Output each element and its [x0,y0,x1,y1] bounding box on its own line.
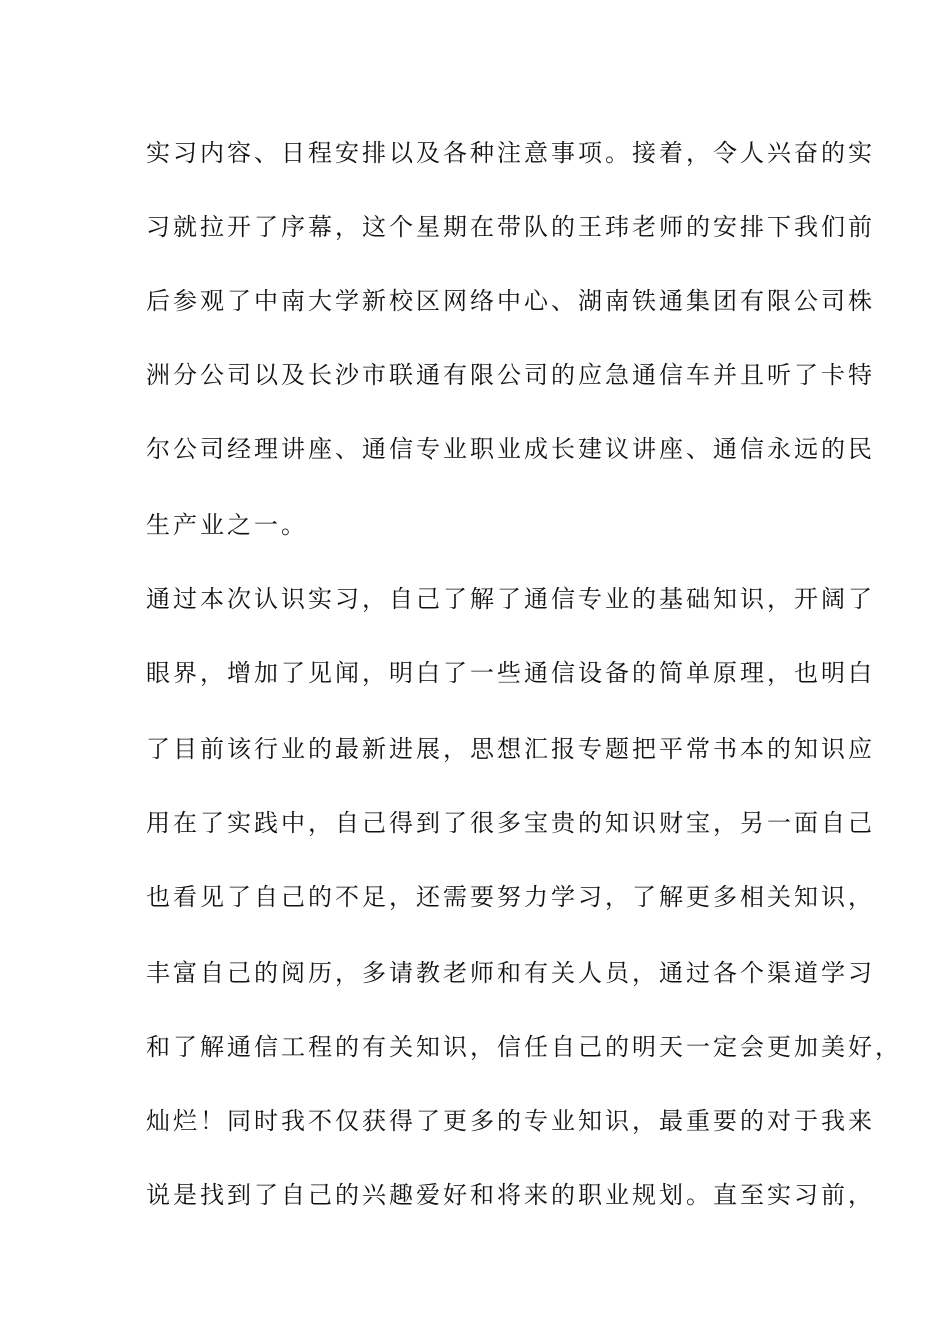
text-line: 了目前该行业的最新进展，思想汇报专题把平常书本的知识应 [146,735,875,763]
text-line: 尔公司经理讲座、通信专业职业成长建议讲座、通信永远的民 [146,435,875,463]
text-line: 和了解通信工程的有关知识，信任自己的明天一定会更加美好， [146,1033,902,1061]
text-line: 洲分公司以及长沙市联通有限公司的应急通信车并且听了卡特 [146,361,875,389]
text-line: 通过本次认识实习，自己了解了通信专业的基础知识，开阔了 [146,585,875,613]
text-line: 生产业之一。 [146,511,308,539]
text-line: 丰富自己的阅历，多请教老师和有关人员，通过各个渠道学习 [146,959,875,987]
text-line: 灿烂！同时我不仅获得了更多的专业知识，最重要的对于我来 [146,1107,875,1135]
text-line: 习就拉开了序幕，这个星期在带队的王玮老师的安排下我们前 [146,213,875,241]
text-line: 后参观了中南大学新校区网络中心、湖南铁通集团有限公司株 [146,287,875,315]
text-line: 实习内容、日程安排以及各种注意事项。接着，令人兴奋的实 [146,139,875,167]
text-line: 眼界，增加了见闻，明白了一些通信设备的简单原理，也明白 [146,659,875,687]
text-line: 也看见了自己的不足，还需要努力学习，了解更多相关知识， [146,883,875,911]
text-line: 说是找到了自己的兴趣爱好和将来的职业规划。直至实习前， [146,1181,875,1209]
text-line: 用在了实践中，自己得到了很多宝贵的知识财宝，另一面自己 [146,809,875,837]
